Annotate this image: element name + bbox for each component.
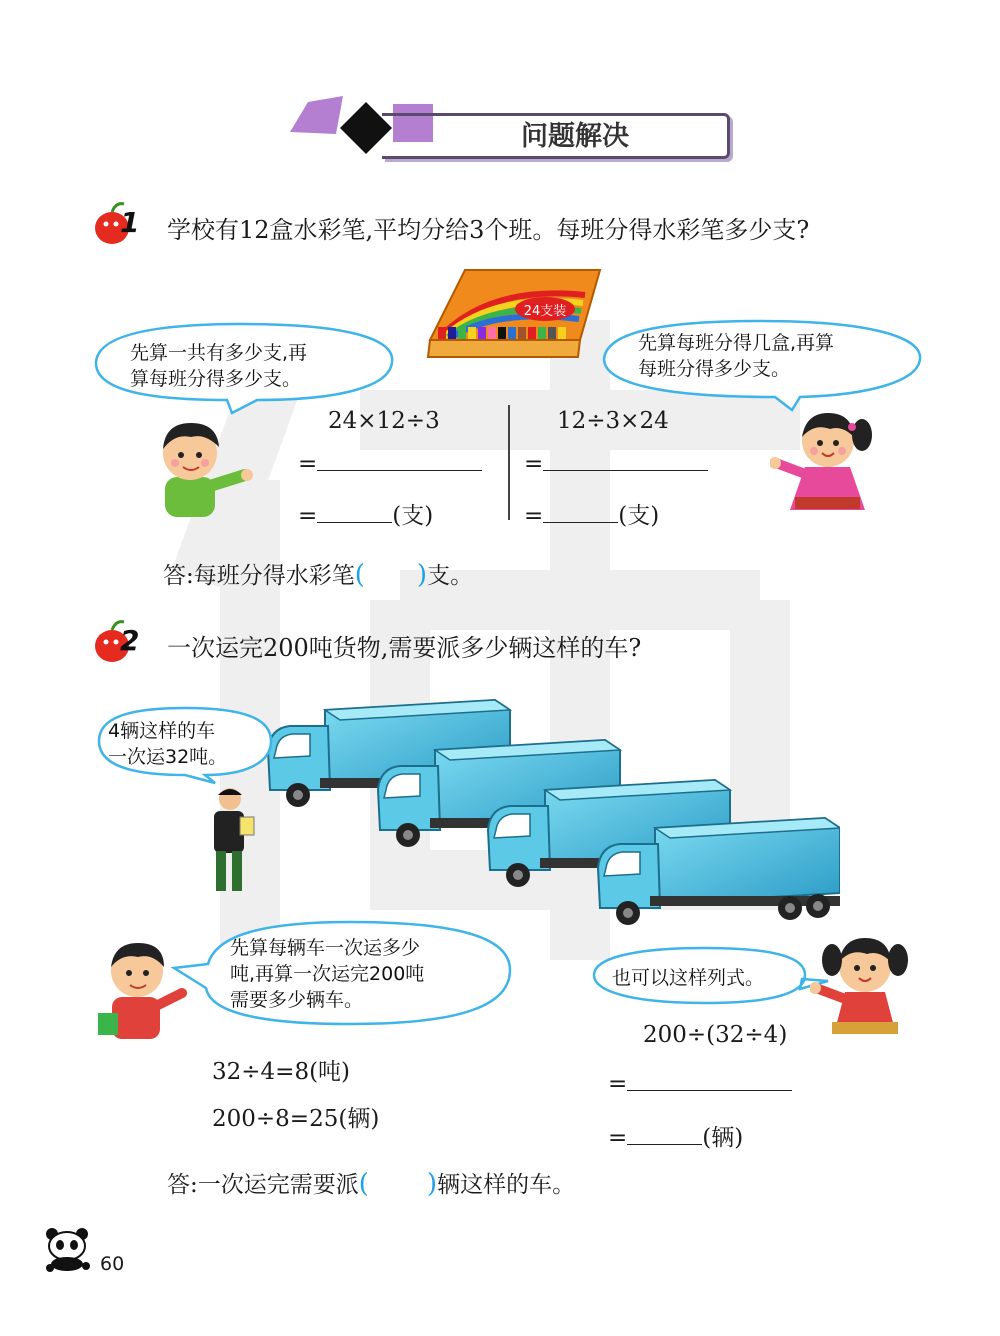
expression-right: 12÷3×24: [557, 408, 669, 434]
boy-step-2: 200÷8=25(辆): [212, 1106, 380, 1132]
bubble-boy2-line-1: 先算每辆车一次运多少: [230, 937, 421, 959]
apple-number-icon: [90, 618, 150, 668]
girl-expression: 200÷(32÷4): [643, 1022, 788, 1048]
equals-sign: =: [524, 451, 544, 477]
bubble-boy-line-2: 算每班分得多少支。: [130, 368, 302, 390]
bubble-boy2-line-2: 吨,再算一次运完200吨: [230, 963, 425, 985]
answer-blank[interactable]: [543, 502, 618, 523]
bubble-boy2-line-3: 需要多少辆车。: [230, 989, 364, 1011]
bubble-girl-line-1: 先算每班分得几盒,再算: [638, 332, 835, 354]
question-1-text: 学校有12盒水彩笔,平均分给3个班。每班分得水彩笔多少支?: [167, 216, 810, 244]
trucks-image: [260, 690, 840, 935]
crayon-box-image: [420, 265, 605, 365]
boy-step-1: 32÷4=8(吨): [212, 1059, 351, 1085]
divider: [508, 405, 510, 520]
bubble-man-line-2: 一次运32吨。: [108, 746, 228, 768]
bubble-man-line-1: 4辆这样的车: [108, 720, 216, 742]
boy-character: [135, 415, 255, 520]
question-number: 1: [120, 206, 140, 239]
man-character: [200, 785, 260, 900]
girl-character: [770, 405, 885, 515]
question-2-text: 一次运完200吨货物,需要派多少辆这样的车?: [167, 634, 642, 662]
apple-number-icon: [90, 200, 150, 250]
answer-2-paren-open: (: [358, 1169, 369, 1199]
girl-character: [810, 930, 920, 1040]
page-number: 60: [100, 1253, 125, 1275]
answer-2-suffix: 辆这样的车。: [437, 1172, 576, 1198]
unit-label: (辆): [702, 1125, 744, 1151]
equals-sign: =: [298, 503, 318, 529]
bubble-girl2-line-1: 也可以这样列式。: [612, 967, 765, 989]
bubble-girl-line-2: 每班分得多少支。: [638, 358, 791, 380]
bubble-boy-line-1: 先算一共有多少支,再: [130, 342, 308, 364]
equals-sign: =: [608, 1125, 628, 1151]
answer-blank[interactable]: [317, 502, 392, 523]
equals-sign: =: [524, 503, 544, 529]
answer-blank[interactable]: [543, 450, 708, 471]
answer-blank[interactable]: [317, 450, 482, 471]
panda-icon: [42, 1226, 94, 1272]
answer-2-prefix: 答:一次运完需要派: [167, 1172, 359, 1198]
equals-sign: =: [608, 1071, 628, 1097]
answer-2-paren-close: ): [426, 1169, 438, 1199]
answer-1-prefix: 答:每班分得水彩笔: [163, 563, 355, 589]
answer-1-suffix: 支。: [427, 563, 474, 589]
section-title: 问题解决: [521, 121, 629, 152]
answer-blank[interactable]: [627, 1124, 702, 1145]
answer-1-paren-close: ): [416, 560, 428, 590]
answer-1-paren-open: (: [354, 560, 365, 590]
answer-blank[interactable]: [627, 1070, 792, 1091]
question-number: 2: [120, 624, 140, 657]
unit-label: (支): [618, 503, 660, 529]
crayon-box-label: 24支装: [523, 304, 567, 319]
unit-label: (支): [392, 503, 434, 529]
equals-sign: =: [298, 451, 318, 477]
expression-left: 24×12÷3: [328, 408, 440, 434]
